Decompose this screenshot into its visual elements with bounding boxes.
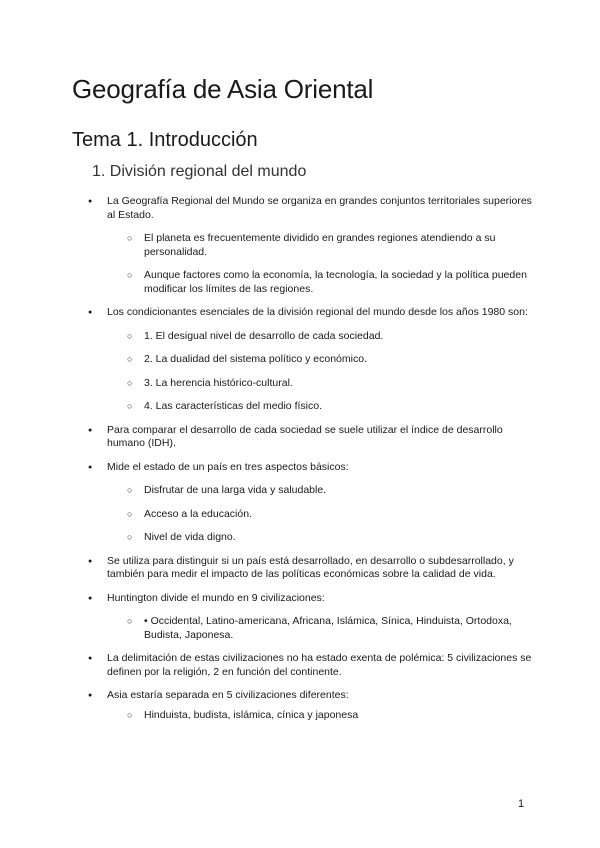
subsection-heading: 1. División regional del mundo [92, 163, 307, 180]
sub-bullet-item: ○ 2. La dualidad del sistema político y económico. [144, 353, 534, 367]
bullet-item: ● Los condicionantes esenciales de la división regional del mundo desde los años 1980 son: [107, 306, 532, 320]
sub-bullet-item: ○ Hinduista, budista, islámica, cínica y japonesa [144, 709, 534, 723]
bullet-list [0, 190, 600, 722]
sub-bullet-item: ○ • Occidental, Latino-americana, Africana, Islámica, Sínica, Hinduista, Ortodoxa, Budista, Japonesa. [144, 615, 534, 642]
bullet-item: ● La delimitación de estas civilizaciones no ha estado exenta de polémica: 5 civilizaciones se definen por la religión, 2 en función del continente. [107, 652, 532, 679]
sub-bullet-item: ○ Disfrutar de una larga vida y saludable. [144, 484, 534, 498]
sub-bullet-item: ○ Acceso a la educación. [144, 508, 534, 522]
bullet-item: ● Se utiliza para distinguir si un país está desarrollado, en desarrollo o subdesarrollado, y también para medir el impacto de las políticas económicas sobre la calidad de vida. [107, 555, 532, 582]
sub-bullet-item: ○ 3. La herencia histórico-cultural. [144, 377, 534, 391]
document-title: Geografía de Asia Oriental [72, 74, 374, 104]
bullet-item: ● Asia estaría separada en 5 civilizaciones diferentes: [107, 689, 532, 703]
bullet-item: ● La Geografía Regional del Mundo se organiza en grandes conjuntos territoriales superiores al Estado. [107, 195, 532, 222]
bullet-item: ● Para comparar el desarrollo de cada sociedad se suele utilizar el índice de desarrollo humano (IDH). [107, 424, 532, 451]
page-number: 1 [518, 798, 525, 810]
bullet-item: ● Mide el estado de un país en tres aspectos básicos: [107, 461, 532, 475]
section-heading: Tema 1. Introducción [72, 129, 258, 151]
sub-bullet-item: ○ Aunque factores como la economía, la tecnología, la sociedad y la política pueden modificar los límites de las regiones. [144, 269, 534, 296]
sub-bullet-item: ○ El planeta es frecuentemente dividido en grandes regiones atendiendo a su personalidad. [144, 232, 534, 259]
sub-bullet-item: ○ Nivel de vida digno. [144, 531, 534, 545]
sub-bullet-item: ○ 1. El desigual nivel de desarrollo de cada sociedad. [144, 330, 534, 344]
sub-bullet-item: ○ 4. Las características del medio físico. [144, 400, 534, 414]
bullet-item: ● Huntington divide el mundo en 9 civilizaciones: [107, 592, 532, 606]
